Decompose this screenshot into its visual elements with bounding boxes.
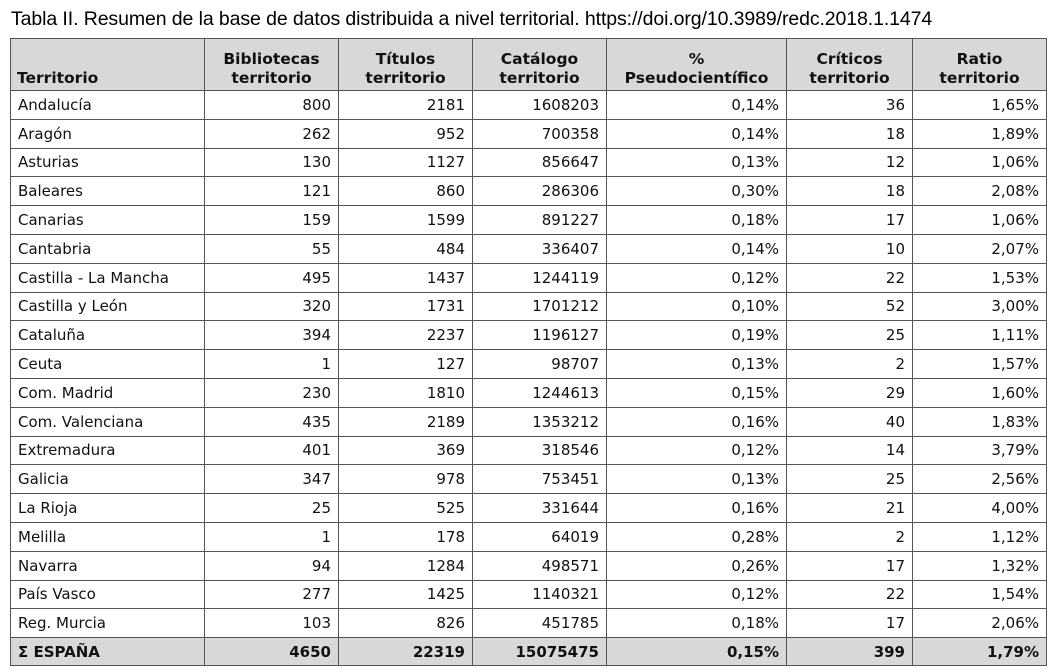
table-row [11,465,1047,494]
cell-criticos: 25 [787,321,913,350]
cell-pseudocientifico: 0,16% [607,407,787,436]
cell-titulos: 978 [339,465,473,494]
cell-ratio: 1,32% [913,551,1047,580]
table-row [11,206,1047,235]
table-header [11,39,1047,91]
cell-pseudocientifico: 0,26% [607,551,787,580]
cell-pseudocientifico: 0,12% [607,436,787,465]
cell-territorio: Com. Madrid [11,378,205,407]
header-text: territorio [939,69,1020,87]
cell-catalogo: 1140321 [473,580,607,609]
cell-territorio: Castilla y León [11,292,205,321]
cell-bibliotecas: 401 [205,436,339,465]
cell-titulos: 525 [339,494,473,523]
cell-bibliotecas: 121 [205,177,339,206]
cell-titulos: 1437 [339,263,473,292]
table-row [11,321,1047,350]
cell-pseudocientifico: 0,10% [607,292,787,321]
cell-bibliotecas: 103 [205,609,339,638]
table-body [11,91,1047,638]
cell-ratio: 1,83% [913,407,1047,436]
table-row [11,522,1047,551]
total-pseudocientifico: 0,15% [607,638,787,666]
cell-criticos: 2 [787,350,913,379]
cell-ratio: 3,79% [913,436,1047,465]
total-titulos: 22319 [339,638,473,666]
table-row [11,378,1047,407]
header-text: Bibliotecas [223,50,320,68]
cell-pseudocientifico: 0,12% [607,580,787,609]
cell-titulos: 1810 [339,378,473,407]
cell-territorio: Navarra [11,551,205,580]
cell-titulos: 1284 [339,551,473,580]
cell-ratio: 2,56% [913,465,1047,494]
cell-ratio: 1,54% [913,580,1047,609]
table-row [11,350,1047,379]
total-row [11,638,1047,666]
header-text: territorio [499,69,580,87]
cell-criticos: 17 [787,551,913,580]
table-row [11,580,1047,609]
cell-titulos: 1731 [339,292,473,321]
table-caption: Tabla II. Resumen de la base de datos distribuida a nivel territorial. https://doi.org/10.3989/redc.2018.1.1474 [11,8,933,30]
cell-bibliotecas: 159 [205,206,339,235]
cell-ratio: 2,06% [913,609,1047,638]
cell-bibliotecas: 1 [205,522,339,551]
total-catalogo: 15075475 [473,638,607,666]
header-text: Críticos [816,50,883,68]
cell-criticos: 18 [787,119,913,148]
cell-territorio: Cataluña [11,321,205,350]
total-ratio: 1,79% [913,638,1047,666]
cell-criticos: 18 [787,177,913,206]
cell-ratio: 2,08% [913,177,1047,206]
cell-titulos: 860 [339,177,473,206]
cell-territorio: La Rioja [11,494,205,523]
cell-territorio: Asturias [11,148,205,177]
cell-catalogo: 856647 [473,148,607,177]
cell-bibliotecas: 394 [205,321,339,350]
cell-ratio: 1,11% [913,321,1047,350]
header-text: territorio [809,69,890,87]
cell-titulos: 484 [339,234,473,263]
cell-criticos: 29 [787,378,913,407]
cell-criticos: 10 [787,234,913,263]
total-bibliotecas: 4650 [205,638,339,666]
cell-territorio: Aragón [11,119,205,148]
cell-ratio: 1,53% [913,263,1047,292]
cell-criticos: 2 [787,522,913,551]
cell-territorio: Canarias [11,206,205,235]
table-row [11,177,1047,206]
cell-catalogo: 336407 [473,234,607,263]
header-territorio [11,39,205,91]
cell-criticos: 25 [787,465,913,494]
cell-titulos: 1425 [339,580,473,609]
cell-ratio: 1,12% [913,522,1047,551]
cell-territorio: Com. Valenciana [11,407,205,436]
cell-catalogo: 451785 [473,609,607,638]
cell-pseudocientifico: 0,19% [607,321,787,350]
header-ratio [913,39,1047,91]
cell-catalogo: 1353212 [473,407,607,436]
cell-bibliotecas: 94 [205,551,339,580]
cell-territorio: Baleares [11,177,205,206]
cell-catalogo: 1244613 [473,378,607,407]
table-row [11,148,1047,177]
header-text: Pseudocientífico [624,69,769,87]
cell-pseudocientifico: 0,18% [607,609,787,638]
cell-catalogo: 1608203 [473,91,607,120]
cell-bibliotecas: 800 [205,91,339,120]
cell-bibliotecas: 495 [205,263,339,292]
header-bibliotecas [205,39,339,91]
cell-catalogo: 1244119 [473,263,607,292]
cell-ratio: 1,60% [913,378,1047,407]
cell-criticos: 40 [787,407,913,436]
cell-titulos: 2237 [339,321,473,350]
cell-ratio: 1,57% [913,350,1047,379]
table-row [11,407,1047,436]
cell-criticos: 14 [787,436,913,465]
table-row [11,609,1047,638]
cell-titulos: 826 [339,609,473,638]
header-catalogo [473,39,607,91]
cell-titulos: 1127 [339,148,473,177]
cell-catalogo: 1701212 [473,292,607,321]
cell-pseudocientifico: 0,13% [607,350,787,379]
cell-bibliotecas: 1 [205,350,339,379]
cell-bibliotecas: 262 [205,119,339,148]
cell-bibliotecas: 347 [205,465,339,494]
header-text: territorio [365,69,446,87]
table-row [11,551,1047,580]
cell-pseudocientifico: 0,18% [607,206,787,235]
cell-bibliotecas: 130 [205,148,339,177]
cell-territorio: País Vasco [11,580,205,609]
cell-pseudocientifico: 0,30% [607,177,787,206]
cell-ratio: 1,65% [913,91,1047,120]
header-text: Catálogo [500,50,579,68]
cell-territorio: Galicia [11,465,205,494]
cell-catalogo: 98707 [473,350,607,379]
header-criticos [787,39,913,91]
cell-pseudocientifico: 0,14% [607,234,787,263]
table-footer [11,638,1047,666]
cell-ratio: 1,06% [913,148,1047,177]
cell-catalogo: 331644 [473,494,607,523]
cell-bibliotecas: 435 [205,407,339,436]
cell-bibliotecas: 277 [205,580,339,609]
cell-criticos: 52 [787,292,913,321]
territorial-summary-table [10,38,1047,666]
cell-bibliotecas: 230 [205,378,339,407]
cell-bibliotecas: 320 [205,292,339,321]
total-label: Σ ESPAÑA [11,638,205,666]
cell-territorio: Cantabria [11,234,205,263]
cell-catalogo: 286306 [473,177,607,206]
cell-ratio: 1,06% [913,206,1047,235]
cell-territorio: Reg. Murcia [11,609,205,638]
cell-bibliotecas: 55 [205,234,339,263]
cell-criticos: 12 [787,148,913,177]
table-row [11,234,1047,263]
cell-ratio: 3,00% [913,292,1047,321]
cell-bibliotecas: 25 [205,494,339,523]
cell-titulos: 369 [339,436,473,465]
cell-pseudocientifico: 0,14% [607,91,787,120]
cell-catalogo: 498571 [473,551,607,580]
cell-titulos: 1599 [339,206,473,235]
header-pseudocientifico [607,39,787,91]
cell-ratio: 1,89% [913,119,1047,148]
table-row [11,494,1047,523]
cell-territorio: Melilla [11,522,205,551]
cell-ratio: 4,00% [913,494,1047,523]
cell-catalogo: 700358 [473,119,607,148]
cell-titulos: 2189 [339,407,473,436]
cell-pseudocientifico: 0,15% [607,378,787,407]
header-text: % [688,50,705,68]
table-row [11,436,1047,465]
table-row [11,119,1047,148]
cell-ratio: 2,07% [913,234,1047,263]
cell-criticos: 22 [787,263,913,292]
total-criticos: 399 [787,638,913,666]
cell-territorio: Extremadura [11,436,205,465]
cell-pseudocientifico: 0,12% [607,263,787,292]
cell-titulos: 2181 [339,91,473,120]
header-text: territorio [231,69,312,87]
header-text: Territorio [17,69,99,87]
cell-catalogo: 318546 [473,436,607,465]
table-row [11,263,1047,292]
table-row [11,292,1047,321]
header-text: Títulos [375,50,436,68]
cell-pseudocientifico: 0,14% [607,119,787,148]
cell-titulos: 952 [339,119,473,148]
cell-territorio: Andalucía [11,91,205,120]
cell-catalogo: 64019 [473,522,607,551]
cell-catalogo: 753451 [473,465,607,494]
cell-pseudocientifico: 0,28% [607,522,787,551]
cell-pseudocientifico: 0,16% [607,494,787,523]
cell-titulos: 178 [339,522,473,551]
cell-catalogo: 1196127 [473,321,607,350]
cell-catalogo: 891227 [473,206,607,235]
cell-titulos: 127 [339,350,473,379]
cell-criticos: 36 [787,91,913,120]
cell-criticos: 21 [787,494,913,523]
cell-criticos: 17 [787,609,913,638]
cell-criticos: 17 [787,206,913,235]
cell-pseudocientifico: 0,13% [607,148,787,177]
header-row [11,39,1047,91]
table-row [11,91,1047,120]
cell-criticos: 22 [787,580,913,609]
cell-territorio: Castilla - La Mancha [11,263,205,292]
cell-territorio: Ceuta [11,350,205,379]
header-text: Ratio [956,50,1003,68]
cell-pseudocientifico: 0,13% [607,465,787,494]
header-titulos [339,39,473,91]
